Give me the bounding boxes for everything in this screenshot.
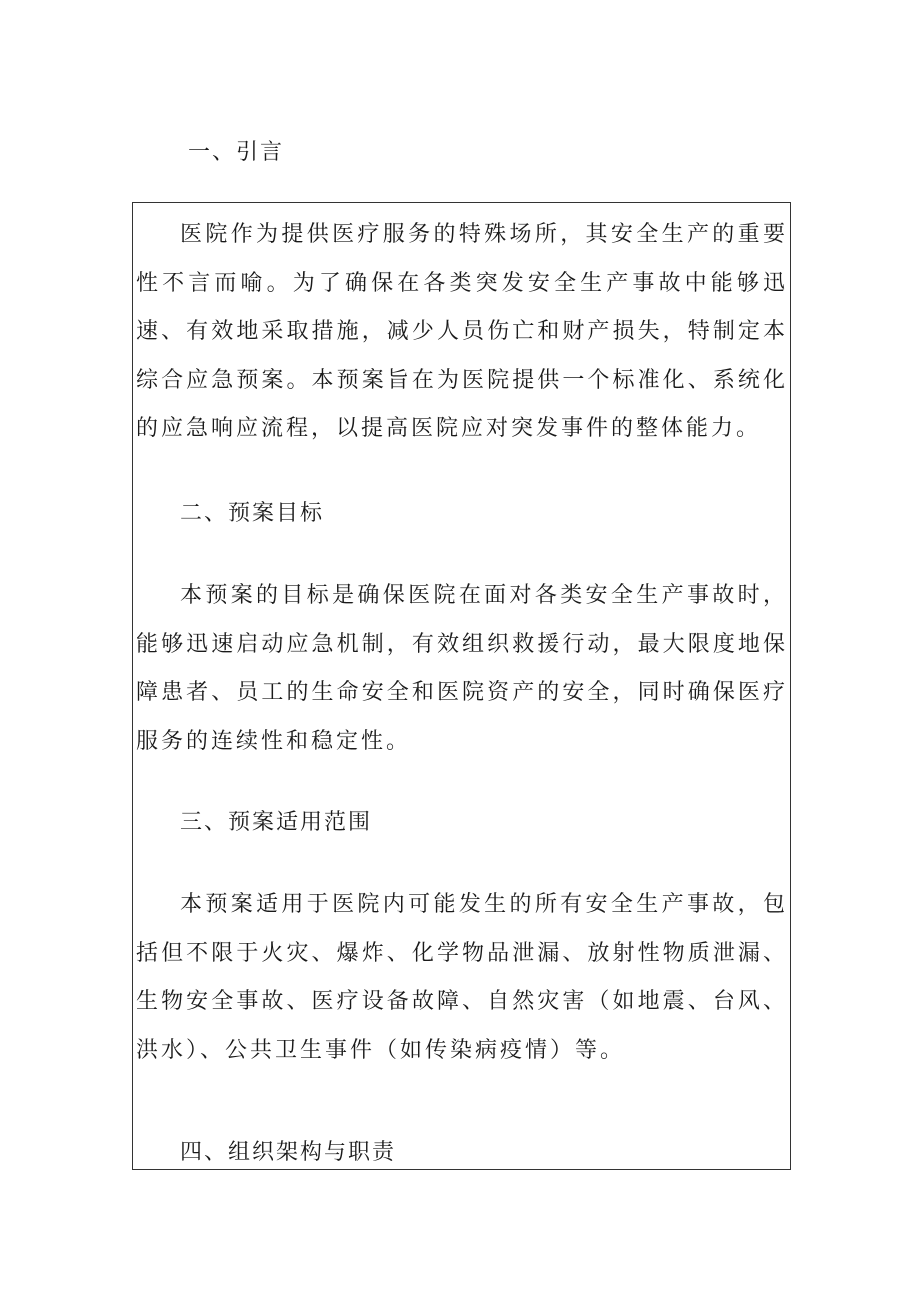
content-box [132,202,791,1170]
intro-paragraph: 医院作为提供医疗服务的特殊场所，其安全生产的重要性不言而喻。为了确保在各类突发安全生产事故中能够迅速、有效地采取措施，减少人员伤亡和财产损失，特制定本综合应急预案。本预案旨在为医院提供一个标准化、系统化的应急响应流程，以提高医院应对突发事件的整体能力。 [136,222,788,442]
section-heading-organization: 四、组织架构与职责 [180,1140,397,1165]
section-heading-intro: 一、引言 [188,140,285,165]
section-heading-scope: 三、预案适用范围 [180,810,373,835]
section-heading-goals: 二、预案目标 [180,501,325,526]
goals-paragraph: 本预案的目标是确保医院在面对各类安全生产事故时，能够迅速启动应急机制，有效组织救援行动，最大限度地保障患者、员工的生命安全和医院资产的安全，同时确保医疗服务的连续性和稳定性。 [136,583,788,754]
scope-paragraph: 本预案适用于医院内可能发生的所有安全生产事故，包括但不限于火灾、爆炸、化学物品泄漏、放射性物质泄漏、生物安全事故、医疗设备故障、自然灾害（如地震、台风、洪水）、公共卫生事件（如传染病疫情）等。 [136,892,788,1063]
